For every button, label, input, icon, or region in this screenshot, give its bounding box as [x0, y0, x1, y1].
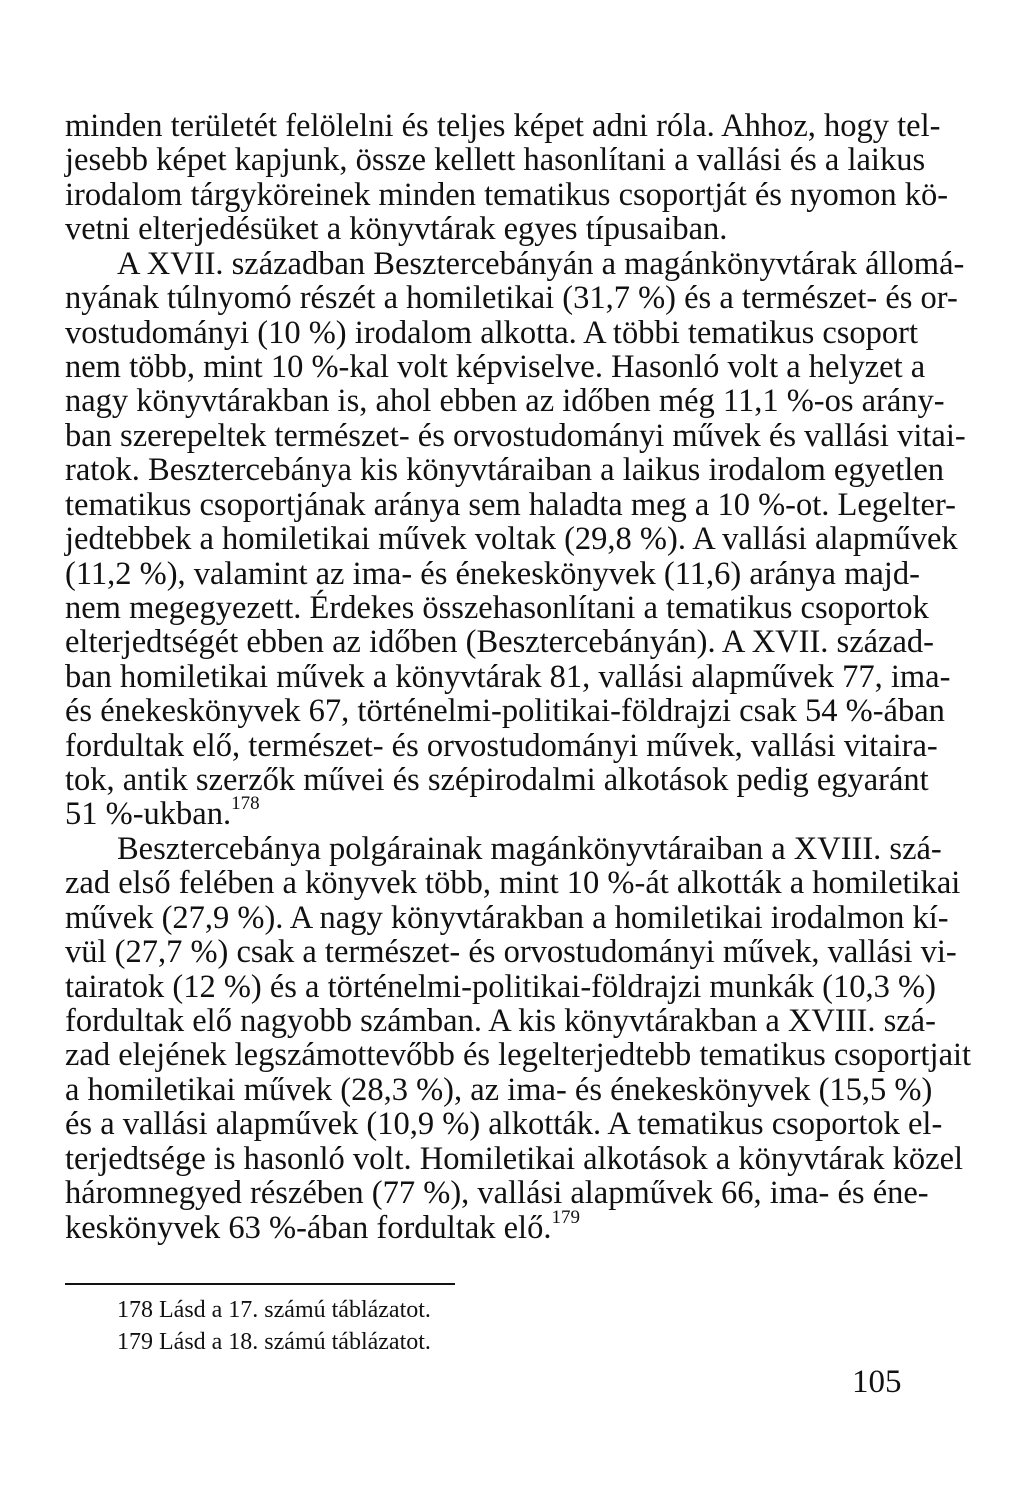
- text-line: és a vallási alapművek (10,9 %) alkották. A tematikus csoportok el-: [65, 1106, 943, 1142]
- footnote-179: 179 Lásd a 18. számú táblázatot.: [117, 1329, 431, 1355]
- text-line: tairatok (12 %) és a történelmi-politikai-földrajzi munkák (10,3 %): [65, 969, 936, 1005]
- text-line: tok, antik szerzők művei és szépirodalmi alkotások pedig egyaránt: [65, 762, 929, 798]
- text-line: ratok. Besztercebánya kis könyvtáraiban a laikus irodalom egyetlen: [65, 452, 944, 488]
- text-line: vül (27,7 %) csak a természet- és orvostudományi művek, vallási vi-: [65, 934, 957, 970]
- text-line: terjedtsége is hasonló volt. Homiletikai alkotások a könyvtárak közel: [65, 1141, 964, 1177]
- text-line-with-footnote: [65, 1209, 580, 1247]
- text-line: jedtebbek a homiletikai művek voltak (29,8 %). A vallási alapművek: [65, 521, 958, 557]
- text-line: nyának túlnyomó részét a homiletikai (31,7 %) és a természet- és or-: [65, 280, 958, 316]
- text-line: fordultak elő nagyobb számban. A kis könyvtárakban a XVIII. szá-: [65, 1003, 936, 1039]
- text-line: tematikus csoportjának aránya sem haladta meg a 10 %-ot. Legelter-: [65, 487, 956, 523]
- text-line: nagy könyvtárakban is, ahol ebben az időben még 11,1 %-os arány-: [65, 383, 945, 419]
- text-line: háromnegyed részében (77 %), vallási alapművek 66, ima- és éne-: [65, 1175, 929, 1211]
- footnote-178: 178 Lásd a 17. számú táblázatot.: [117, 1297, 431, 1323]
- text-line: művek (27,9 %). A nagy könyvtárakban a homiletikai irodalmon kí-: [65, 900, 949, 936]
- text-line: a homiletikai művek (28,3 %), az ima- és énekeskönyvek (15,5 %): [65, 1072, 933, 1108]
- text-line: A XVII. században Besztercebányán a magánkönyvtárak állomá-: [117, 246, 965, 282]
- footnote-ref-179: 179: [551, 1207, 580, 1229]
- text-line: zad elejének legszámottevőbb és legelterjedtebb tematikus csoportjait: [65, 1037, 972, 1073]
- text-line-with-footnote: [65, 795, 260, 833]
- text-line: elterjedtségét ebben az időben (Besztercebányán). A XVII. század-: [65, 624, 934, 660]
- text-line: nem több, mint 10 %-kal volt képviselve. Hasonló volt a helyzet a: [65, 349, 926, 385]
- text-line: irodalom tárgyköreinek minden tematikus csoportját és nyomon kö-: [65, 177, 949, 213]
- footnote-separator: [65, 1283, 455, 1285]
- text-line: zad első felében a könyvek több, mint 10 %-át alkották a homiletikai: [65, 865, 961, 901]
- text-line: nem megegyezett. Érdekes összehasonlítani a tematikus csoportok: [65, 590, 929, 626]
- footnote-ref-178: 178: [231, 793, 260, 815]
- text-line: jesebb képet kapjunk, össze kellett hasonlítani a vallási és a laikus: [65, 142, 926, 178]
- page-number: 105: [852, 1364, 902, 1400]
- text-line: Besztercebánya polgárainak magánkönyvtáraiban a XVIII. szá-: [117, 831, 942, 867]
- text-line: keskönyvek 63 %-ában fordultak elő.: [65, 1210, 552, 1246]
- text-line: (11,2 %), valamint az ima- és énekeskönyvek (11,6) aránya majd-: [65, 556, 920, 592]
- text-line: minden területét felölelni és teljes képet adni róla. Ahhoz, hogy tel-: [65, 108, 941, 144]
- text-line: ban homiletikai művek a könyvtárak 81, vallási alapművek 77, ima-: [65, 659, 951, 695]
- text-line: fordultak elő, természet- és orvostudományi művek, vallási vitaira-: [65, 728, 938, 764]
- text-line: és énekeskönyvek 67, történelmi-politikai-földrajzi csak 54 %-ában: [65, 693, 945, 729]
- text-line: ban szerepeltek természet- és orvostudományi művek és vallási vitai-: [65, 418, 966, 454]
- text-line: vostudományi (10 %) irodalom alkotta. A többi tematikus csoport: [65, 315, 919, 351]
- text-line: 51 %-ukban.: [65, 796, 232, 832]
- text-line: vetni elterjedésüket a könyvtárak egyes típusaiban.: [65, 211, 728, 247]
